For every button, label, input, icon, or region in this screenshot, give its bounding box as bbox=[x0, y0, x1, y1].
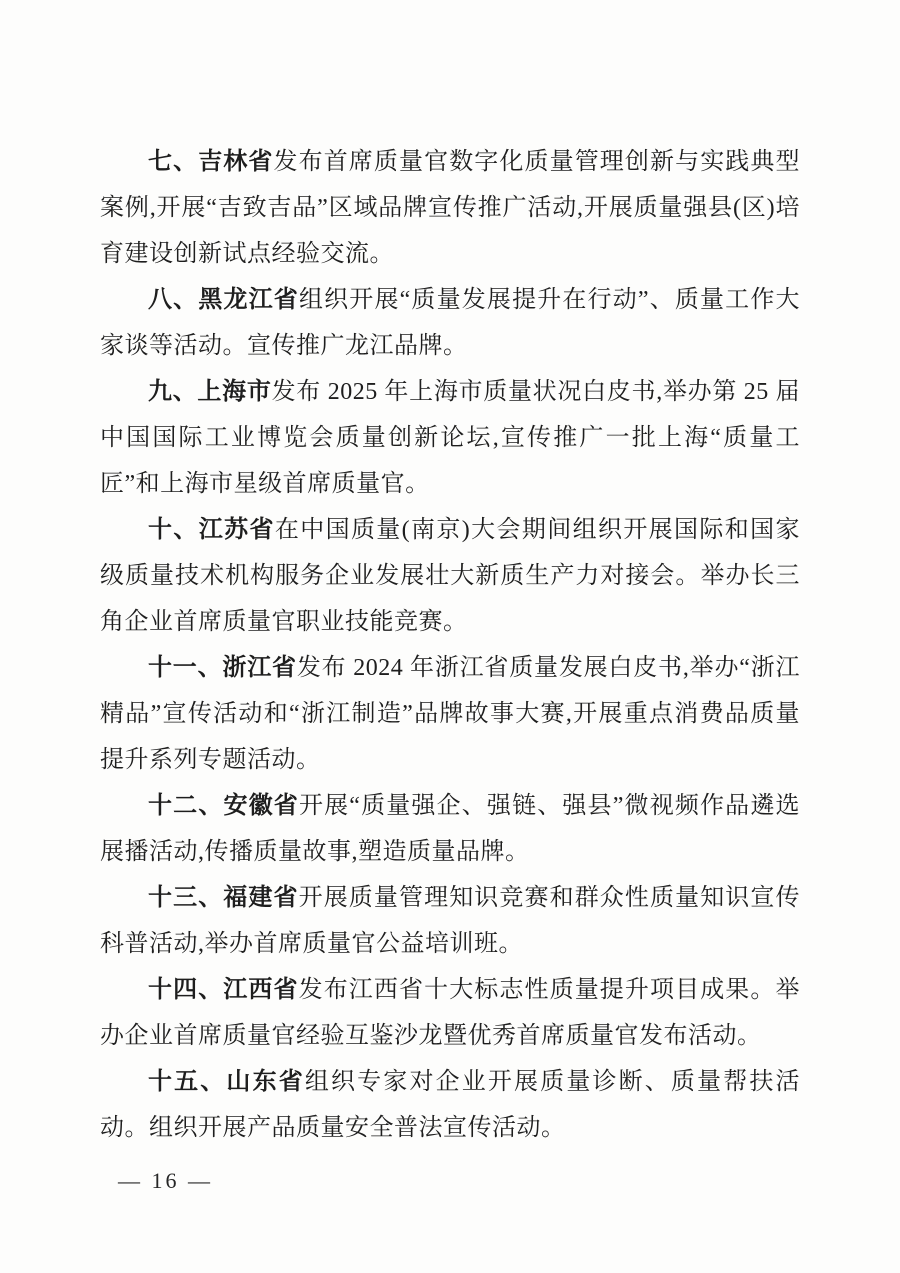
paragraph-item-9 bbox=[100, 369, 800, 507]
item-body: 发布江西省十大标志性质量提升项目成果。举办企业首席质量官经验互鉴沙龙暨优秀首席质量官发布活动。 bbox=[100, 977, 801, 1049]
item-body: 发布 2025 年上海市质量状况白皮书,举办第 25 届中国国际工业博览会质量创新论坛,宣传推广一批上海“质量工匠”和上海市星级首席质量官。 bbox=[100, 379, 801, 497]
paragraph-item-15 bbox=[100, 1059, 800, 1151]
paragraph-item-12 bbox=[100, 783, 800, 875]
item-body: 开展质量管理知识竞赛和群众性质量知识宣传科普活动,举办首席质量官公益培训班。 bbox=[100, 885, 801, 957]
item-body: 开展“质量强企、强链、强县”微视频作品遴选展播活动,传播质量故事,塑造质量品牌。 bbox=[100, 793, 800, 865]
paragraph-item-14 bbox=[100, 967, 800, 1059]
paragraph-item-8 bbox=[100, 277, 800, 369]
item-lead: 十、江苏省 bbox=[148, 517, 275, 543]
item-body: 发布首席质量官数字化质量管理创新与实践典型案例,开展“吉致吉品”区域品牌宣传推广活动,开展质量强县(区)培育建设创新试点经验交流。 bbox=[100, 149, 800, 267]
paragraph-item-7 bbox=[100, 139, 800, 277]
item-lead: 八、黑龙江省 bbox=[148, 287, 299, 313]
item-lead: 十四、江西省 bbox=[148, 977, 299, 1003]
paragraph-item-11 bbox=[100, 645, 800, 783]
page-number: — 16 — bbox=[118, 1168, 213, 1193]
item-lead: 十三、福建省 bbox=[148, 885, 299, 911]
item-body: 发布 2024 年浙江省质量发展白皮书,举办“浙江精品”宣传活动和“浙江制造”品牌故事大赛,开展重点消费品质量提升系列专题活动。 bbox=[100, 655, 800, 773]
document-body bbox=[100, 139, 800, 1151]
item-body: 组织开展“质量发展提升在行动”、质量工作大家谈等活动。宣传推广龙江品牌。 bbox=[100, 287, 800, 359]
item-lead: 十五、山东省 bbox=[148, 1069, 305, 1095]
item-lead: 七、吉林省 bbox=[148, 149, 274, 175]
paragraph-item-10 bbox=[100, 507, 800, 645]
item-body: 组织专家对企业开展质量诊断、质量帮扶活动。组织开展产品质量安全普法宣传活动。 bbox=[100, 1069, 800, 1141]
paragraph-item-13 bbox=[100, 875, 800, 967]
item-body: 在中国质量(南京)大会期间组织开展国际和国家级质量技术机构服务企业发展壮大新质生产力对接会。举办长三角企业首席质量官职业技能竞赛。 bbox=[100, 517, 801, 635]
item-lead: 九、上海市 bbox=[148, 379, 272, 405]
item-lead: 十一、浙江省 bbox=[148, 655, 297, 681]
item-lead: 十二、安徽省 bbox=[148, 793, 299, 819]
